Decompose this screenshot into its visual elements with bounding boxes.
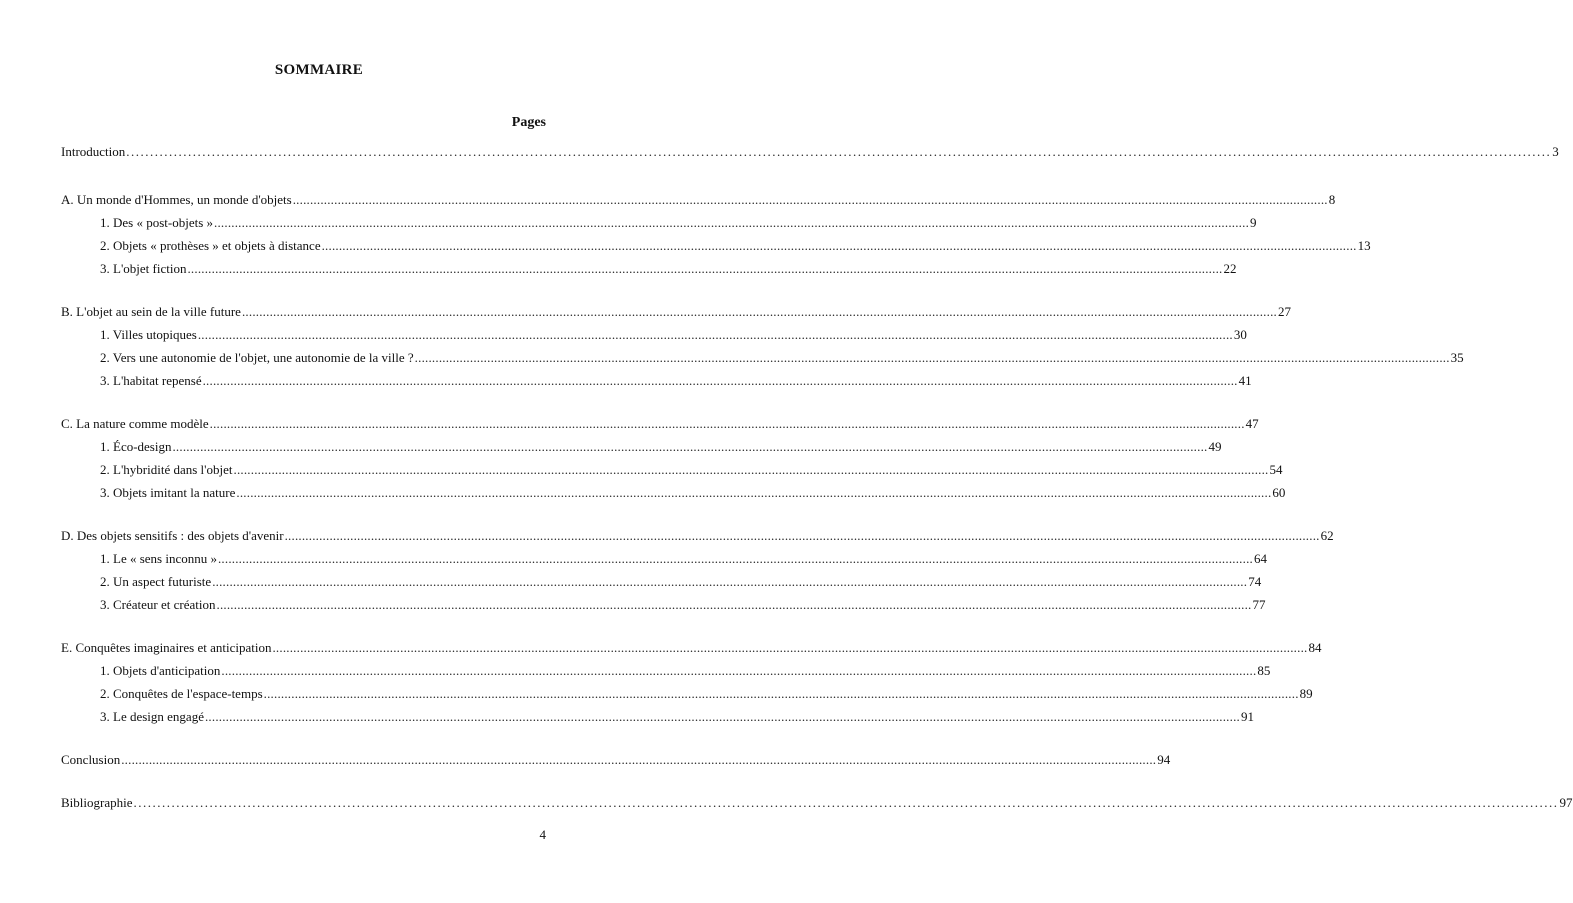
toc-entry-page: 49	[1208, 439, 1222, 454]
toc-entry-label: 1. Le « sens inconnu »	[100, 551, 217, 566]
dot-leader: ............................................................................................................................................................................................................................................................................................................	[272, 640, 1308, 655]
toc-entry-label: 1. Éco-design	[100, 439, 172, 454]
toc-entry-label: 2. Un aspect futuriste	[100, 574, 212, 589]
dot-leader: ............................................................................................................................................................................................................................................................................................................	[284, 528, 1320, 543]
toc-entry-page: 84	[1308, 640, 1322, 655]
toc-subsection-d2	[100, 574, 1262, 590]
dot-leader: ............................................................................................................................................................................................................................................................................................................	[133, 795, 1559, 810]
toc-entry-label: E. Conquêtes imaginaires et anticipation	[61, 640, 272, 655]
toc-entry-page: 89	[1299, 686, 1313, 701]
toc-entry-page: 91	[1240, 709, 1254, 724]
toc-entry-introduction	[61, 144, 1559, 160]
dot-leader: ............................................................................................................................................................................................................................................................................................................	[202, 373, 1238, 388]
dot-leader: ............................................................................................................................................................................................................................................................................................................	[204, 709, 1240, 724]
toc-entry-label: 3. Objets imitant la nature	[100, 485, 236, 500]
toc-subsection-a1	[100, 215, 1257, 231]
dot-leader: ............................................................................................................................................................................................................................................................................................................	[121, 752, 1157, 767]
toc-section-c	[61, 416, 1259, 432]
toc-entry-label: 2. Vers une autonomie de l'objet, une autonomie de la ville ?	[100, 350, 414, 365]
toc-entry-page: 60	[1272, 485, 1286, 500]
toc-entry-page: 8	[1328, 192, 1336, 207]
toc-section-a	[61, 192, 1336, 208]
page-title: SOMMAIRE	[274, 62, 364, 78]
toc-subsection-b2	[100, 350, 1464, 366]
toc-section-b	[61, 304, 1291, 320]
toc-entry-page: 85	[1257, 663, 1271, 678]
toc-entry-page: 54	[1269, 462, 1283, 477]
toc-entry-page: 47	[1245, 416, 1259, 431]
toc-subsection-c2	[100, 462, 1283, 478]
toc-subsection-e2	[100, 686, 1313, 702]
toc-entry-label: 3. L'objet fiction	[100, 261, 187, 276]
toc-section-d	[61, 528, 1334, 544]
toc-entry-label: C. La nature comme modèle	[61, 416, 209, 431]
toc-subsection-b3	[100, 373, 1252, 389]
toc-entry-page: 74	[1248, 574, 1262, 589]
dot-leader: ............................................................................................................................................................................................................................................................................................................	[197, 327, 1233, 342]
toc-entry-label: 2. Objets « prothèses » et objets à distance	[100, 238, 321, 253]
dot-leader: ............................................................................................................................................................................................................................................................................................................	[321, 238, 1357, 253]
dot-leader: ............................................................................................................................................................................................................................................................................................................	[292, 192, 1328, 207]
dot-leader: ............................................................................................................................................................................................................................................................................................................	[241, 304, 1277, 319]
toc-entry-label: 3. L'habitat repensé	[100, 373, 202, 388]
toc-subsection-a3	[100, 261, 1237, 277]
toc-entry-page: 30	[1233, 327, 1247, 342]
toc-entry-page: 27	[1277, 304, 1291, 319]
toc-entry-page: 22	[1223, 261, 1237, 276]
toc-entry-page: 41	[1238, 373, 1252, 388]
dot-leader: ............................................................................................................................................................................................................................................................................................................	[209, 416, 1245, 431]
dot-leader: ............................................................................................................................................................................................................................................................................................................	[263, 686, 1299, 701]
dot-leader: ............................................................................................................................................................................................................................................................................................................	[221, 663, 1257, 678]
toc-entry-label: Conclusion	[61, 752, 121, 767]
toc-entry-label: 1. Objets d'anticipation	[100, 663, 221, 678]
dot-leader: ............................................................................................................................................................................................................................................................................................................	[236, 485, 1272, 500]
dot-leader: ............................................................................................................................................................................................................................................................................................................	[414, 350, 1450, 365]
toc-subsection-d1	[100, 551, 1267, 567]
toc-entry-label: 1. Villes utopiques	[100, 327, 197, 342]
toc-entry-label: Introduction	[61, 144, 126, 159]
toc-entry-label: 2. L'hybridité dans l'objet	[100, 462, 233, 477]
dot-leader: ............................................................................................................................................................................................................................................................................................................	[212, 574, 1248, 589]
dot-leader: ............................................................................................................................................................................................................................................................................................................	[187, 261, 1223, 276]
toc-entry-conclusion	[61, 752, 1171, 768]
toc-entry-page: 9	[1250, 215, 1257, 230]
toc-entry-label: 3. Le design engagé	[100, 709, 204, 724]
dot-leader: ............................................................................................................................................................................................................................................................................................................	[216, 597, 1252, 612]
pages-column-header: Pages	[511, 115, 546, 130]
toc-entry-bibliographie	[61, 795, 1573, 811]
dot-leader: ............................................................................................................................................................................................................................................................................................................	[172, 439, 1208, 454]
toc-entry-page: 13	[1357, 238, 1371, 253]
toc-subsection-c3	[100, 485, 1286, 501]
toc-subsection-c1	[100, 439, 1222, 455]
dot-leader: ............................................................................................................................................................................................................................................................................................................	[233, 462, 1269, 477]
toc-entry-label: D. Des objets sensitifs : des objets d'avenir	[61, 528, 284, 543]
toc-entry-label: Bibliographie	[61, 795, 133, 810]
toc-entry-label: 3. Créateur et création	[100, 597, 216, 612]
toc-section-e	[61, 640, 1322, 656]
toc-entry-page: 62	[1320, 528, 1334, 543]
dot-leader: ............................................................................................................................................................................................................................................................................................................	[214, 215, 1250, 230]
page-number: 4	[539, 827, 546, 842]
toc-entry-page: 64	[1253, 551, 1267, 566]
toc-entry-page: 35	[1450, 350, 1464, 365]
toc-entry-label: A. Un monde d'Hommes, un monde d'objets	[61, 192, 292, 207]
toc-entry-page: 3	[1552, 144, 1559, 159]
toc-subsection-a2	[100, 238, 1371, 254]
toc-subsection-d3	[100, 597, 1266, 613]
dot-leader: ............................................................................................................................................................................................................................................................................................................	[126, 144, 1552, 159]
toc-entry-label: B. L'objet au sein de la ville future	[61, 304, 241, 319]
toc-entry-label: 1. Des « post-objets »	[100, 215, 214, 230]
toc-subsection-e1	[100, 663, 1271, 679]
toc-entry-page: 94	[1157, 752, 1171, 767]
toc-entry-label: 2. Conquêtes de l'espace-temps	[100, 686, 263, 701]
toc-subsection-b1	[100, 327, 1247, 343]
dot-leader: ............................................................................................................................................................................................................................................................................................................	[217, 551, 1253, 566]
toc-entry-page: 97	[1559, 795, 1573, 810]
toc-entry-page: 77	[1252, 597, 1266, 612]
toc-subsection-e3	[100, 709, 1254, 725]
